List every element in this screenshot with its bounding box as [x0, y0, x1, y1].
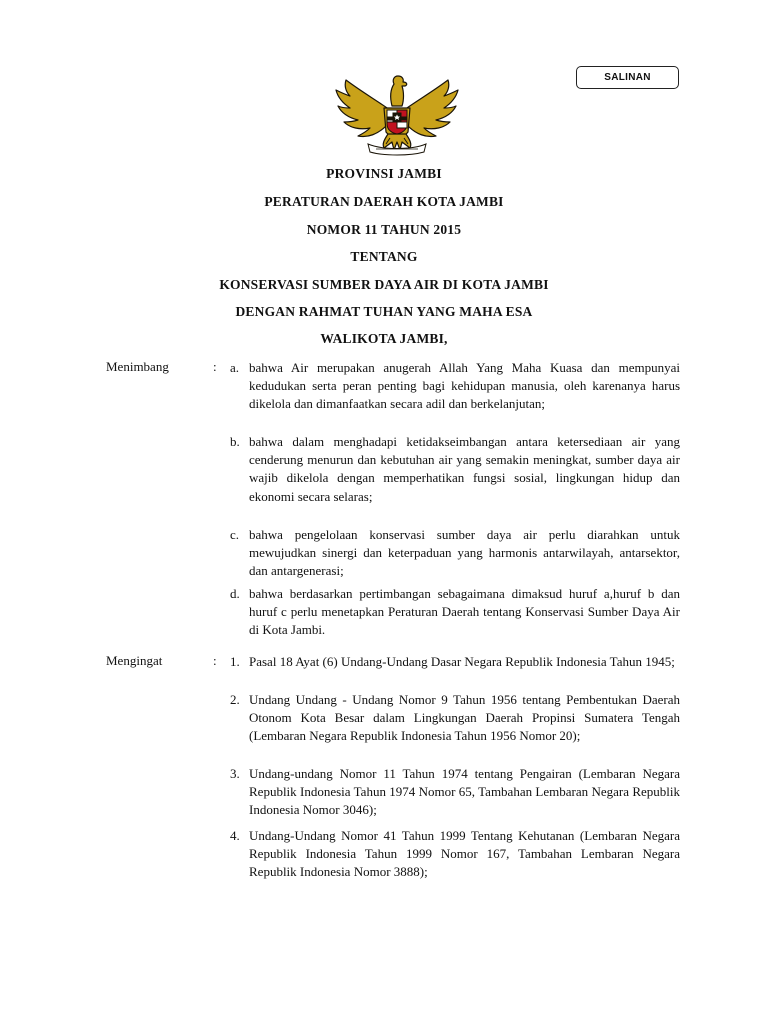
menimbang-item	[230, 585, 680, 640]
mengingat-item	[230, 765, 680, 820]
menimbang-colon: :	[213, 359, 217, 374]
item-text: Undang Undang - Undang Nomor 9 Tahun 1956 tentang Pembentukan Daerah Otonom Kota Besar dalam Lingkungan Daerah Propinsi Sumatera Tengah (Lembaran Negara Republik Indonesia Tahun 1956 Nomor 20);	[249, 692, 680, 744]
item-text: bahwa berdasarkan pertimbangan sebagaimana dimaksud huruf a,huruf b dan huruf c perlu menetapkan Peraturan Daerah tentang Konservasi Sumber Daya Air di Kota Jambi.	[249, 586, 680, 638]
mengingat-label: Mengingat	[106, 653, 163, 668]
item-text: bahwa dalam menghadapi ketidakseimbangan antara ketersediaan air yang cenderung menurun dan kebutuhan air yang semakin meningkat, sumber daya air wajib dikelola dengan memperhatikan fungsi sosial, lingkungan hidup dan ekonomi secara selaras;	[249, 434, 680, 504]
regulation-title: PERATURAN DAERAH KOTA JAMBI	[264, 194, 504, 209]
menimbang-label: Menimbang	[106, 359, 169, 374]
item-marker: 1.	[230, 654, 240, 669]
item-text: Pasal 18 Ayat (6) Undang-Undang Dasar Negara Republik Indonesia Tahun 1945;	[249, 654, 675, 669]
item-marker: 2.	[230, 692, 240, 707]
item-text: bahwa pengelolaan konservasi sumber daya air perlu diarahkan untuk mewujudkan sinergi dan keterpaduan yang harmonis antarwilayah, antarsektor, dan antargenerasi;	[249, 527, 680, 579]
item-marker: b.	[230, 434, 240, 449]
menimbang-item	[230, 433, 680, 506]
mengingat-colon: :	[213, 653, 217, 668]
item-marker: 3.	[230, 766, 240, 781]
mengingat-item	[230, 691, 680, 746]
item-text: Undang-undang Nomor 11 Tahun 1974 tentang Pengairan (Lembaran Negara Republik Indonesia Tahun 1974 Nomor 65, Tambahan Lembaran Negara Republik Indonesia Nomor 3046);	[249, 766, 680, 818]
subject-title: KONSERVASI SUMBER DAYA AIR DI KOTA JAMBI	[219, 277, 549, 292]
salinan-stamp: SALINAN	[576, 66, 679, 89]
regulation-number: NOMOR 11 TAHUN 2015	[306, 222, 462, 237]
item-text: bahwa Air merupakan anugerah Allah Yang Maha Kuasa dan mempunyai kedudukan serta peran penting bagi kehidupan manusia, oleh karenanya harus dikelola dan dimanfaatkan secara adil dan berkelanjutan;	[249, 360, 680, 412]
menimbang-item	[230, 359, 680, 414]
about-heading: TENTANG	[350, 249, 418, 264]
item-marker: a.	[230, 360, 240, 375]
item-marker: 4.	[230, 828, 240, 843]
blessing-line: DENGAN RAHMAT TUHAN YANG MAHA ESA	[235, 304, 533, 319]
authority-line: WALIKOTA JAMBI,	[320, 331, 448, 346]
menimbang-item	[230, 526, 680, 581]
mengingat-item	[230, 827, 680, 882]
item-marker: c.	[230, 527, 240, 542]
item-marker: d.	[230, 586, 240, 601]
province-title: PROVINSI JAMBI	[326, 166, 442, 181]
mengingat-item	[230, 653, 680, 671]
item-text: Undang-Undang Nomor 41 Tahun 1999 Tentang Kehutanan (Lembaran Negara Republik Indonesia Tahun 1999 Nomor 167, Tambahan Lembaran Negara Republik Indonesia Nomor 3888);	[249, 828, 680, 880]
garuda-emblem-icon	[332, 70, 462, 158]
